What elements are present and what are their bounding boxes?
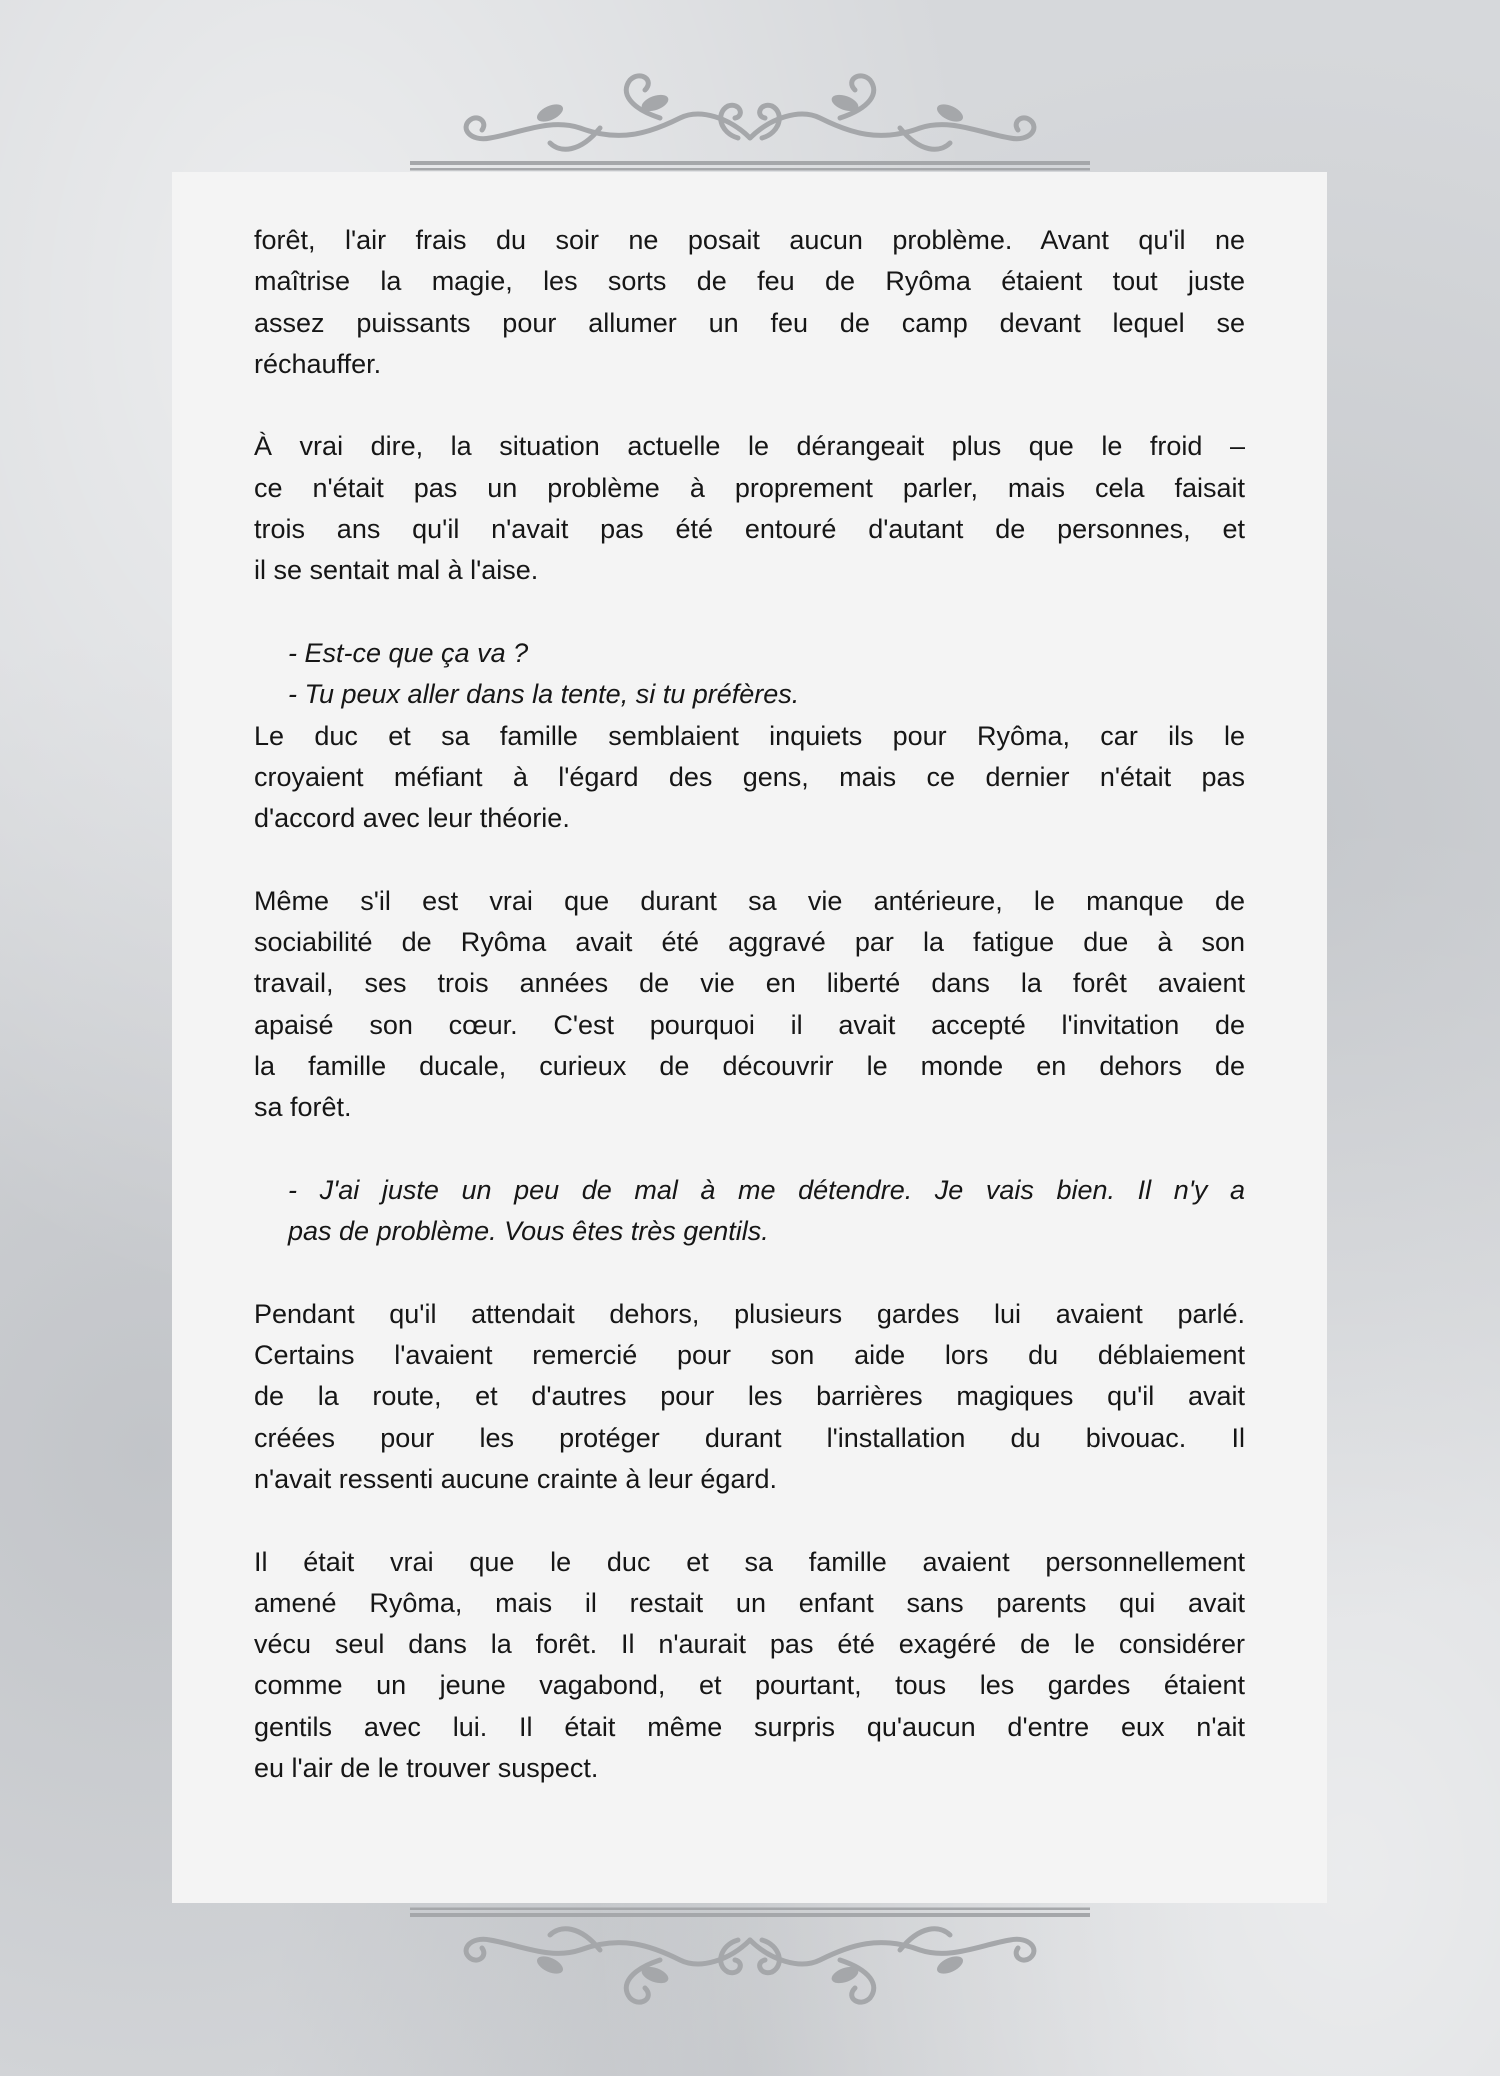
dialogue-line: - Est-ce que ça va ? xyxy=(288,637,529,668)
text-line: vécu seul dans la forêt. Il n'aurait pas été exagéré de le considérer xyxy=(254,1629,1245,1660)
paragraph-gap xyxy=(254,1500,1245,1541)
text-line: Il était vrai que le duc et sa famille avaient personnellement xyxy=(254,1546,1245,1577)
text-line: Certains l'avaient remercié pour son aide lors du déblaiement xyxy=(254,1340,1245,1371)
text-line: Même s'il est vrai que durant sa vie antérieure, le manque de xyxy=(254,885,1245,916)
text-line: amené Ryôma, mais il restait un enfant sans parents qui avait xyxy=(254,1587,1245,1618)
page-panel xyxy=(172,172,1327,1903)
text-line: la famille ducale, curieux de découvrir le monde en dehors de xyxy=(254,1050,1245,1081)
document-body xyxy=(254,220,1245,1789)
text-line: de la route, et d'autres pour les barrières magiques qu'il avait xyxy=(254,1381,1245,1412)
paragraph xyxy=(254,220,1245,385)
paragraph-gap xyxy=(254,839,1245,880)
paragraph xyxy=(254,1294,1245,1500)
paragraph xyxy=(254,1542,1245,1790)
text-line: Le duc et sa famille semblaient inquiets pour Ryôma, car ils le xyxy=(254,720,1245,751)
text-line: d'accord avec leur théorie. xyxy=(254,803,570,834)
text-line: réchauffer. xyxy=(254,348,382,379)
text-line: apaisé son cœur. C'est pourquoi il avait accepté l'invitation de xyxy=(254,1009,1245,1040)
paragraph-gap xyxy=(254,1129,1245,1170)
dialogue-block xyxy=(254,633,1245,716)
text-line: maîtrise la magie, les sorts de feu de Ryôma étaient tout juste xyxy=(254,266,1245,297)
paragraph-gap xyxy=(254,1252,1245,1293)
paragraph-gap xyxy=(254,385,1245,426)
text-line: gentils avec lui. Il était même surpris qu'aucun d'entre eux n'ait xyxy=(254,1711,1245,1742)
text-line: forêt, l'air frais du soir ne posait aucun problème. Avant qu'il ne xyxy=(254,225,1245,255)
text-line: sa forêt. xyxy=(254,1092,352,1123)
paragraph xyxy=(254,716,1245,840)
text-line: travail, ses trois années de vie en liberté dans la forêt avaient xyxy=(254,968,1245,999)
text-line: comme un jeune vagabond, et pourtant, tous les gardes étaient xyxy=(254,1670,1245,1701)
text-line: croyaient méfiant à l'égard des gens, mais ce dernier n'était pas xyxy=(254,761,1245,792)
paragraph xyxy=(254,881,1245,1129)
dialogue-line: - J'ai juste un peu de mal à me détendre. Je vais bien. Il n'y a xyxy=(288,1174,1245,1205)
paragraph-gap xyxy=(254,592,1245,633)
text-line: sociabilité de Ryôma avait été aggravé par la fatigue due à son xyxy=(254,927,1245,958)
text-line: assez puissants pour allumer un feu de camp devant lequel se xyxy=(254,307,1245,338)
text-line: ce n'était pas un problème à proprement parler, mais cela faisait xyxy=(254,472,1245,503)
text-line: trois ans qu'il n'avait pas été entouré d'autant de personnes, et xyxy=(254,514,1245,545)
top-ornament-icon xyxy=(400,58,1100,188)
dialogue-line: - Tu peux aller dans la tente, si tu préfères. xyxy=(288,679,800,710)
paragraph xyxy=(254,426,1245,591)
text-line: il se sentait mal à l'aise. xyxy=(254,555,539,586)
text-line: n'avait ressenti aucune crainte à leur égard. xyxy=(254,1463,777,1494)
bottom-ornament-icon xyxy=(400,1890,1100,2020)
text-line: eu l'air de le trouver suspect. xyxy=(254,1752,599,1783)
dialogue-line: pas de problème. Vous êtes très gentils. xyxy=(288,1216,769,1247)
text-line: Pendant qu'il attendait dehors, plusieurs gardes lui avaient parlé. xyxy=(254,1298,1245,1329)
text-line: À vrai dire, la situation actuelle le dérangeait plus que le froid – xyxy=(254,431,1245,462)
dialogue-block xyxy=(254,1170,1245,1253)
text-line: créées pour les protéger durant l'installation du bivouac. Il xyxy=(254,1422,1245,1453)
